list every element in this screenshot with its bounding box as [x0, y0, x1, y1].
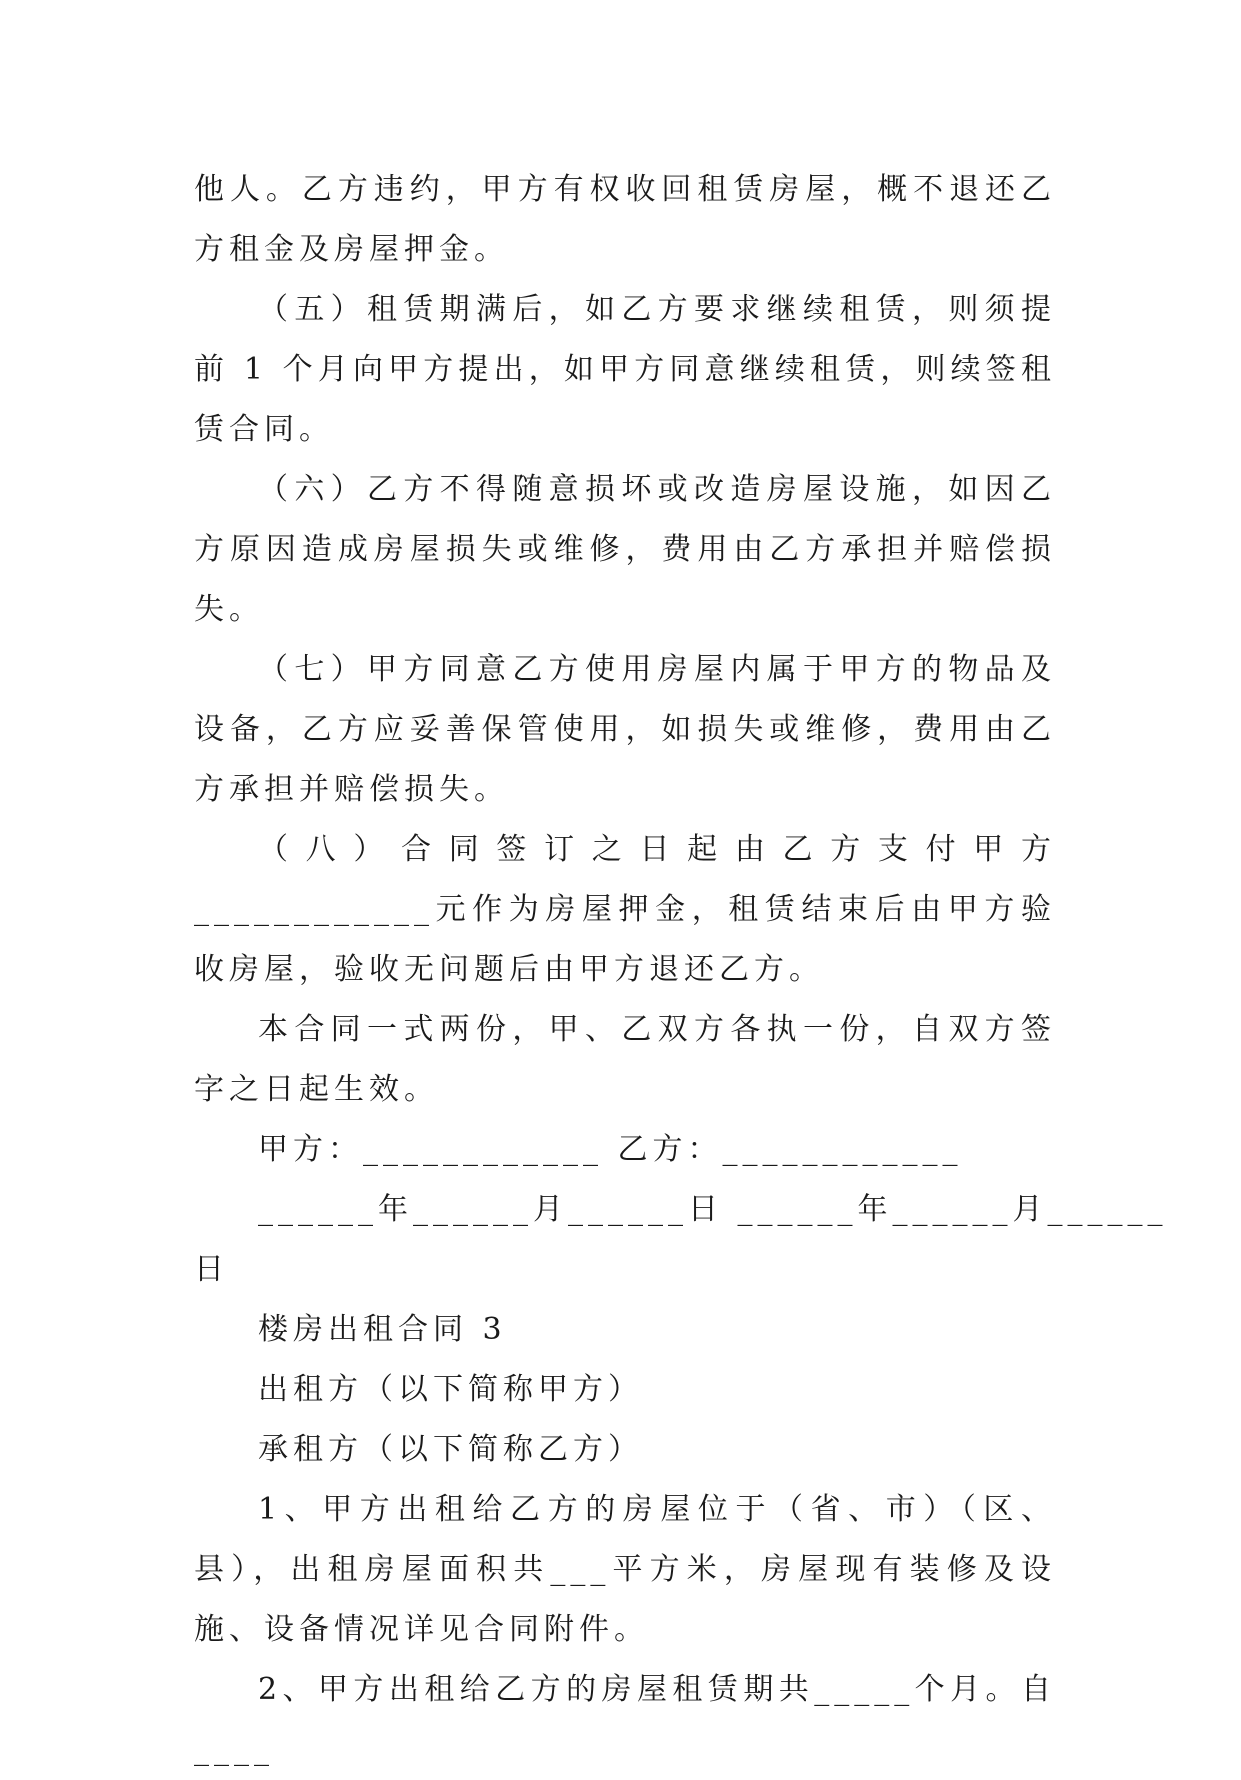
section-title: 楼房出租合同 3 — [258, 1312, 507, 1347]
clause-lease-term: 2、甲方出租给乙方的房屋租赁期共_____个月。自____ — [194, 1672, 1056, 1767]
date-line-tail: 日 — [194, 1252, 229, 1287]
document-page — [194, 160, 1168, 1780]
paragraph-deposit-forfeit: 他人。乙方违约，甲方有权收回租赁房屋，概不退还乙方租金及房屋押金。 — [194, 172, 1056, 267]
paragraph-copies-clause: 本合同一式两份，甲、乙双方各执一份，自双方签字之日起生效。 — [194, 1012, 1056, 1107]
paragraph-deposit-clause: （八）合同签订之日起由乙方支付甲方____________元作为房屋押金，租赁结束后由甲方验收房屋，验收无问题后由甲方退还乙方。 — [194, 832, 1056, 987]
paragraph-damage-clause: （六）乙方不得随意损坏或改造房屋设施，如因乙方原因造成房屋损失或维修，费用由乙方承担并赔偿损失。 — [194, 472, 1056, 627]
lessee-line: 承租方（以下简称乙方） — [258, 1432, 643, 1467]
clause-property-location: 1、甲方出租给乙方的房屋位于（省、市）（区、县），出租房屋面积共___平方米，房屋现有装修及设施、设备情况详见合同附件。 — [194, 1492, 1056, 1647]
date-line: ______年______月______日 ______年______月______ — [258, 1192, 1168, 1227]
lessor-line: 出租方（以下简称甲方） — [258, 1372, 643, 1407]
paragraph-renewal-clause: （五）租赁期满后，如乙方要求继续租赁，则须提前 1 个月向甲方提出，如甲方同意继续租赁，则续签租赁合同。 — [194, 292, 1056, 447]
signature-line: 甲方：____________ 乙方：____________ — [258, 1132, 963, 1167]
paragraph-equipment-clause: （七）甲方同意乙方使用房屋内属于甲方的物品及设备，乙方应妥善保管使用，如损失或维修，费用由乙方承担并赔偿损失。 — [194, 652, 1056, 807]
